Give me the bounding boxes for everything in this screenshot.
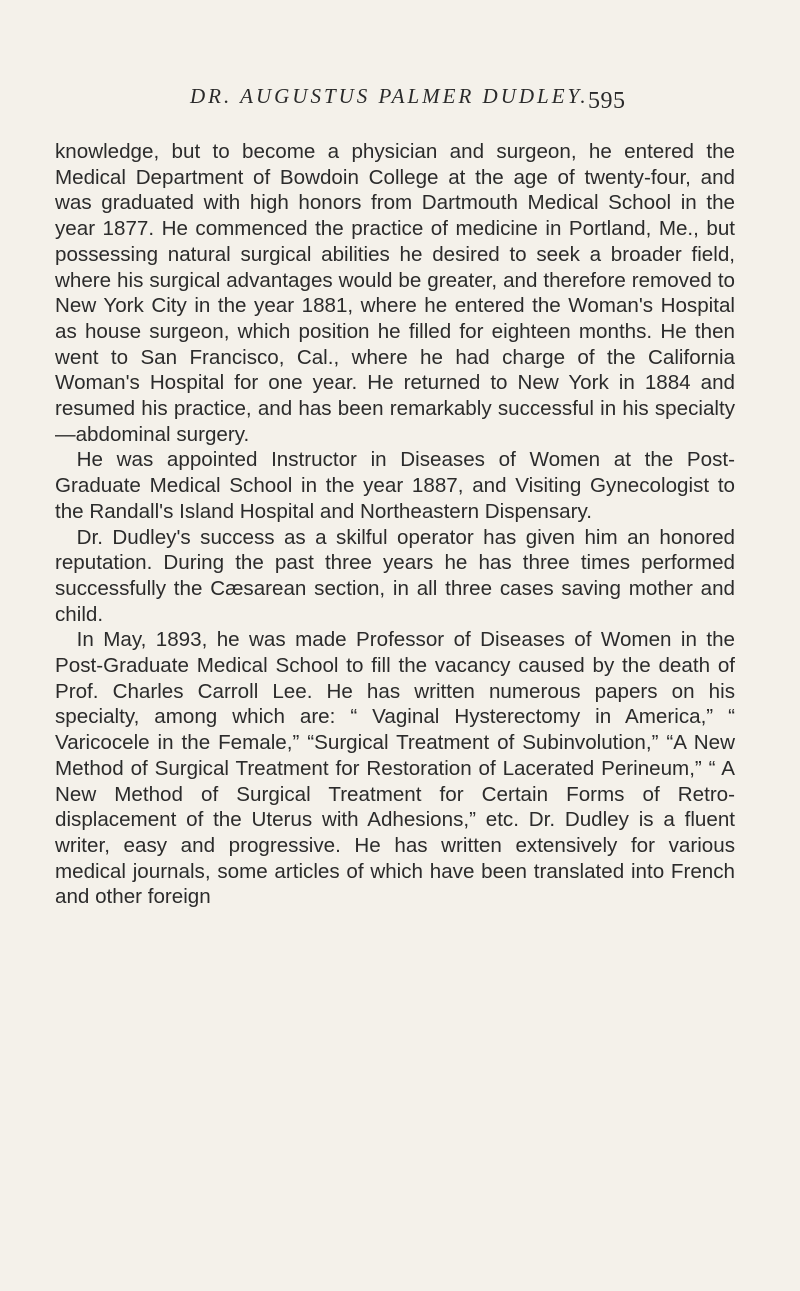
paragraph-career-start: knowledge, but to become a physician and surgeon, he entered the Medical Department of Bowdoin College at the age of twenty-four, and was graduated with high honors from Dartmouth Medical School in the year 1877. He commenced the practice of medicine in Portland, Me., but possessing natural surgical abilities he desired to seek a broader field, where his surgical advantages would be greater, and therefore removed to New York City in the year 1881, where he entered the Woman's Hospital as house surgeon, which position he filled for eighteen months. He then went to San Francisco, Cal., where he had charge of the California Woman's Hospital for one year. He returned to New York in 1884 and resumed his practice, and has been remarkably successful in his specialty—abdominal surgery.: [55, 140, 735, 446]
biography-text: [55, 139, 735, 910]
paragraph-professorship-and-writings: In May, 1893, he was made Professor of Diseases of Women in the Post-Graduate Medical School to fill the vacancy caused by the death of Prof. Charles Carroll Lee. He has written numerous papers on his specialty, among which are: “ Vaginal Hysterectomy in America,” “ Varicocele in the Female,” “Surgical Treatment of Subinvolution,” “A New Method of Surgical Treatment for Restoration of Lacerated Perineum,” “ A New Method of Surgical Treatment for Certain Forms of Retro-displacement of the Uterus with Adhesions,” etc. Dr. Dudley is a fluent writer, easy and progressive. He has written extensively for various medical journals, some articles of which have been translated into French and other foreign: [55, 628, 735, 909]
running-title: DR. AUGUSTUS PALMER DUDLEY.: [190, 84, 589, 108]
page-header: [0, 84, 800, 124]
paragraph-instructor-appointment: He was appointed Instructor in Diseases of Women at the Post-Graduate Medical School in the year 1887, and Visiting Gynecologist to the Randall's Island Hospital and Northeastern Dispensary.: [55, 448, 735, 523]
page-number: 595: [588, 88, 626, 114]
paragraph-surgical-success: Dr. Dudley's success as a skilful operator has given him an honored reputation. During the past three years he has three times performed successfully the Cæsarean section, in all three cases saving mother and child.: [55, 525, 735, 626]
